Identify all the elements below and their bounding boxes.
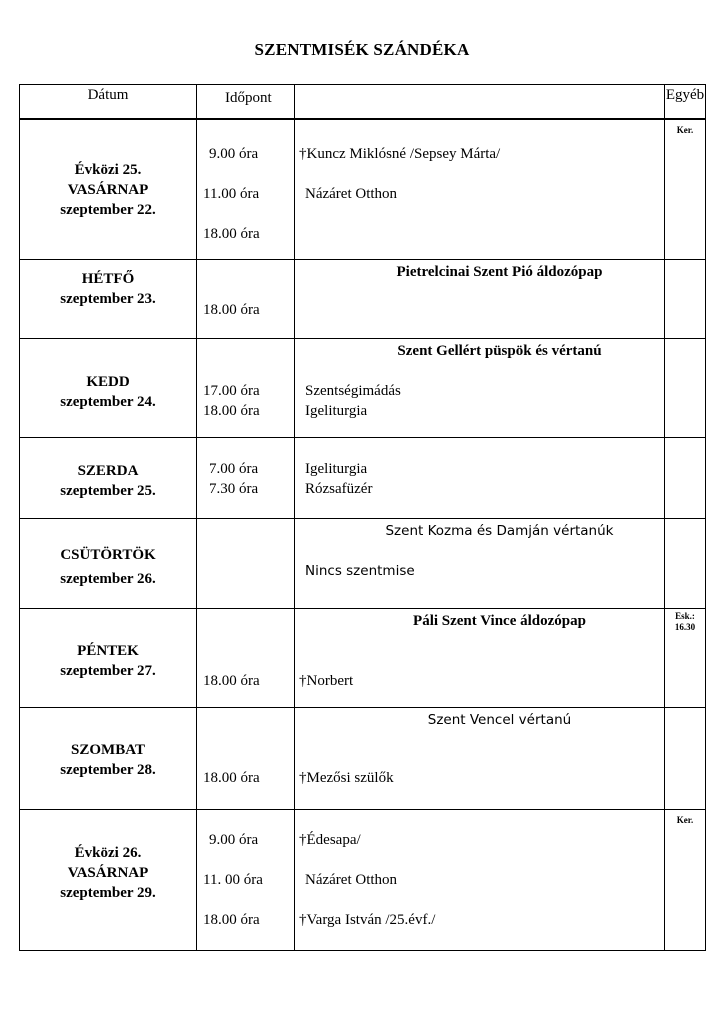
intention: Rózsafüzér: [305, 480, 373, 497]
feast-name: Szent Gellért püspök és vértanú: [397, 342, 602, 359]
day-line2: szeptember 26.: [60, 570, 156, 587]
day-line1: SZOMBAT: [71, 741, 145, 758]
time: 18.00 óra: [203, 769, 260, 786]
egyeb-note: Esk.: 16.30: [674, 610, 696, 632]
day-line3: szeptember 22.: [60, 201, 156, 218]
day-line3: szeptember 29.: [60, 884, 156, 901]
page-title: SZENTMISÉK SZÁNDÉKA: [254, 40, 470, 59]
header-egyeb: Egyéb: [665, 85, 706, 119]
intention: Igeliturgia: [305, 460, 368, 477]
mass-schedule-table: [19, 84, 706, 951]
egyeb-note: Ker.: [676, 124, 694, 135]
day-line2: szeptember 24.: [60, 393, 156, 410]
time: 17.00 óra: [203, 382, 260, 399]
intention-cell: [295, 119, 665, 260]
egyeb-cell: [665, 707, 706, 809]
time: 18.00 óra: [203, 402, 260, 419]
time: 18.00 óra: [203, 301, 260, 318]
intention-cell: [295, 338, 665, 437]
intention: Názáret Otthon: [305, 185, 398, 202]
header-idopont: Időpont: [197, 85, 295, 119]
time: 7.00 óra: [209, 460, 259, 477]
day-cell: [20, 437, 197, 518]
egyeb-cell: [665, 518, 706, 608]
time: 9.00 óra: [209, 145, 259, 162]
day-line1: HÉTFŐ: [81, 270, 135, 287]
time-cell: [197, 518, 295, 608]
day-cell: [20, 518, 197, 608]
intention-cell: [295, 707, 665, 809]
day-line2: VASÁRNAP: [67, 864, 149, 881]
day-cell: [20, 338, 197, 437]
day-row: [20, 437, 706, 518]
egyeb-note: Ker.: [676, 814, 694, 825]
day-line2: szeptember 23.: [60, 290, 156, 307]
day-line2: VASÁRNAP: [67, 181, 149, 198]
day-line1: KEDD: [86, 373, 130, 390]
day-row: [20, 707, 706, 809]
intention: Szentségimádás: [305, 382, 401, 399]
day-row: [20, 259, 706, 338]
day-line2: szeptember 25.: [60, 482, 156, 499]
day-row: [20, 518, 706, 608]
feast-name: Szent Vencel vértanú: [427, 711, 572, 728]
day-line1: SZERDA: [77, 462, 139, 479]
intention: †Édesapa/: [299, 831, 361, 848]
intention: †Mezősi szülők: [299, 769, 394, 786]
day-cell: [20, 809, 197, 950]
day-cell: [20, 259, 197, 338]
feast-name: Páli Szent Vince áldozópap: [413, 612, 586, 629]
intention: Nincs szentmise: [305, 562, 415, 579]
day-cell: [20, 707, 197, 809]
egyeb-cell: [665, 338, 706, 437]
feast-name: Pietrelcinai Szent Pió áldozópap: [396, 263, 603, 280]
day-row: [20, 119, 706, 260]
day-row: [20, 608, 706, 707]
intention-cell: [295, 809, 665, 950]
day-line2: szeptember 27.: [60, 662, 156, 679]
time: 11.00 óra: [203, 185, 260, 202]
day-line1: Évközi 25.: [74, 161, 142, 178]
intention: †Norbert: [299, 672, 354, 689]
header-intention: [295, 85, 665, 119]
time: 18.00 óra: [203, 225, 260, 242]
day-line1: Évközi 26.: [74, 844, 142, 861]
egyeb-cell: [665, 608, 706, 707]
day-cell: [20, 119, 197, 260]
time: 7.30 óra: [209, 480, 259, 497]
egyeb-cell: [665, 809, 706, 950]
intention: Názáret Otthon: [305, 871, 398, 888]
day-line1: CSÜTÖRTÖK: [60, 546, 156, 563]
time-cell: [197, 437, 295, 518]
egyeb-cell: [665, 259, 706, 338]
time: 18.00 óra: [203, 911, 260, 928]
day-line1: PÉNTEK: [77, 642, 139, 659]
intention: †Varga István /25.évf./: [299, 911, 436, 928]
egyeb-cell: [665, 437, 706, 518]
egyeb-cell: [665, 119, 706, 260]
intention-cell: [295, 437, 665, 518]
time: 9.00 óra: [209, 831, 259, 848]
time: 11. 00 óra: [203, 871, 263, 888]
time-cell: [197, 809, 295, 950]
header-datum: Dátum: [20, 85, 197, 119]
time-cell: [197, 338, 295, 437]
time-cell: [197, 608, 295, 707]
day-row: [20, 809, 706, 950]
time-cell: [197, 119, 295, 260]
time-cell: [197, 707, 295, 809]
header-row: [20, 85, 706, 119]
day-cell: [20, 608, 197, 707]
intention-cell: [295, 259, 665, 338]
intention-cell: [295, 518, 665, 608]
intention: Igeliturgia: [305, 402, 368, 419]
day-row: [20, 338, 706, 437]
day-line2: szeptember 28.: [60, 761, 156, 778]
time: 18.00 óra: [203, 672, 260, 689]
time-cell: [197, 259, 295, 338]
feast-name: Szent Kozma és Damján vértanúk: [385, 522, 614, 539]
intention: †Kuncz Miklósné /Sepsey Márta/: [299, 145, 501, 162]
intention-cell: [295, 608, 665, 707]
